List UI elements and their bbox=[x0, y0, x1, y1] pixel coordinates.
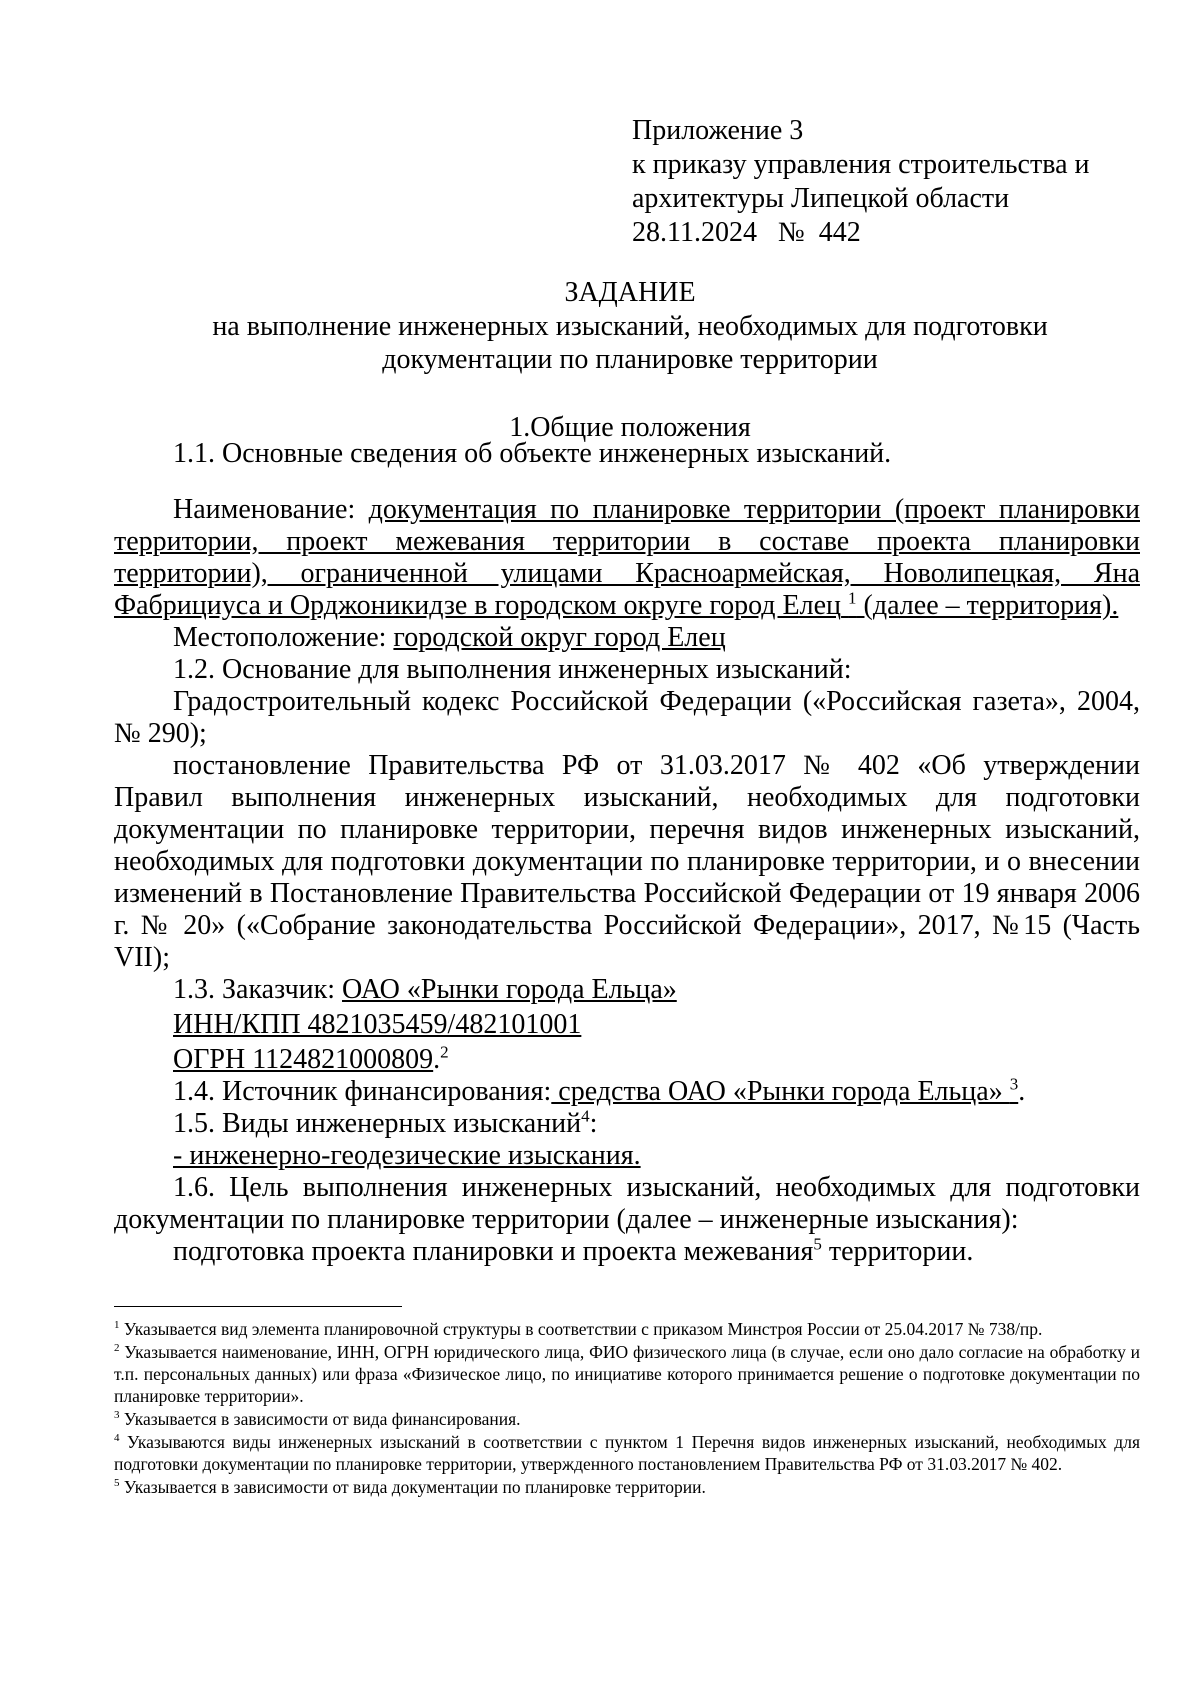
paragraph-1-1: 1.1. Основные сведения об объекте инженерных изысканий. bbox=[173, 438, 892, 469]
name-label: Наименование: bbox=[173, 494, 369, 525]
name-value: документация по планировке территории (проект планировки территории, проект межевания территории в составе проекта планировки территории), ограниченной улицами Красноармейская, Новолипецкая, Яна Фабрициуса и Орджоникидзе в городском округе город Елец $^1$ (далее – территория). bbox=[114, 494, 1140, 621]
title-line-2: на выполнение инженерных изысканий, необходимых для подготовки bbox=[212, 311, 1048, 342]
location-value: городской округ город Елец bbox=[393, 622, 726, 653]
paragraph-survey-type-value bbox=[114, 1140, 1140, 1172]
ogrn-value: ОГРН 1124821000809 bbox=[173, 1044, 434, 1075]
paragraph-basis-1: Градостроительный кодекс Российской Федерации («Российская газета», 2004, № 290); bbox=[114, 686, 1140, 749]
approval-block bbox=[632, 114, 1090, 250]
footnote-ref-1: 1 bbox=[848, 588, 857, 608]
approval-date-number bbox=[632, 216, 1090, 250]
footnote-ref-5: 5 bbox=[813, 1234, 822, 1254]
footnote-separator bbox=[114, 1306, 402, 1307]
document-body bbox=[114, 438, 1140, 1268]
approval-line-2: к приказу управления строительства и bbox=[632, 149, 1090, 180]
location-label: Местоположение: bbox=[173, 622, 394, 653]
paragraph-goal: 1.6. Цель выполнения инженерных изысканий, необходимых для подготовки документации по планировке территории (далее – инженерные изыскания): bbox=[114, 1172, 1140, 1235]
footnote-ref-2: 2 bbox=[440, 1042, 449, 1062]
footnote-1: $^1$ Указывается вид элемента планировочной структуры в соответствии с приказом Минстроя России от 25.04.2017 № 738/пр. bbox=[114, 1319, 1043, 1339]
approval-line-1: Приложение 3 bbox=[632, 115, 804, 146]
customer-label: 1.3. Заказчик: bbox=[173, 974, 343, 1005]
title-heading: ЗАДАНИЕ bbox=[564, 277, 696, 308]
funding-value: средства ОАО «Рынки города Ельца» $^3$ bbox=[551, 1074, 1019, 1107]
footnote-ref-3: 3 bbox=[1009, 1074, 1019, 1094]
paragraph-goal-value: подготовка проекта планировки и проекта межевания$^5$ территории. bbox=[173, 1234, 974, 1267]
paragraph-location bbox=[114, 622, 1140, 654]
title-line-3: документации по планировке территории bbox=[382, 344, 878, 375]
funding-label: 1.4. Источник финансирования: bbox=[173, 1076, 552, 1107]
inn-value: ИНН/КПП 4821035459/482101001 bbox=[173, 1009, 582, 1040]
survey-type-value: - инженерно-геодезические изыскания. bbox=[173, 1140, 641, 1171]
footnote-5: $^5$ Указывается в зависимости от вида документации по планировке территории. bbox=[114, 1477, 706, 1497]
paragraph-basis-2: постановление Правительства РФ от 31.03.2017 № 402 «Об утверждении Правил выполнения инженерных изысканий, необходимых для подготовки документации по планировке территории, перечня видов инженерных изысканий, необходимых для подготовки документации по планировке территории, и о внесении изменений в Постановление Правительства Российской Федерации от 19 января 2006 г. № 20» («Собрание законодательства Российской Федерации», 2017, №15 (Часть VII); bbox=[114, 750, 1140, 973]
footnotes bbox=[114, 1318, 1140, 1499]
paragraph-customer bbox=[114, 974, 1140, 1006]
approval-line-3: архитектуры Липецкой области bbox=[632, 183, 1010, 214]
section-1-heading: 1.Общие положения bbox=[509, 412, 751, 443]
paragraph-1-2: 1.2. Основание для выполнения инженерных изысканий: bbox=[173, 654, 852, 685]
footnote-2: $^2$ Указывается наименование, ИНН, ОГРН юридического лица, ФИО физического лица (в случае, если оно дало согласие на обработку и т.п. персональных данных) или фраза «Физическое лицо, по инициативе которого принимается решение о подготовке документации по планировке территории». bbox=[114, 1342, 1140, 1406]
footnote-3: $^3$ Указывается в зависимости от вида финансирования. bbox=[114, 1409, 521, 1429]
approval-number: 442 bbox=[818, 217, 861, 248]
document-title bbox=[110, 276, 1150, 376]
paragraph-name bbox=[114, 494, 1140, 622]
approval-number-sign: № bbox=[777, 217, 805, 248]
paragraph-ogrn: ОГРН 1124821000809.$^2$ bbox=[173, 1042, 449, 1075]
paragraph-inn bbox=[114, 1009, 1140, 1041]
customer-value: ОАО «Рынки города Ельца» bbox=[342, 974, 677, 1005]
paragraph-survey-types: 1.5. Виды инженерных изысканий$^4$: bbox=[173, 1106, 598, 1139]
approval-date: 28.11.2024 bbox=[632, 217, 757, 248]
footnote-ref-4: 4 bbox=[581, 1106, 590, 1126]
paragraph-funding: 1.4. Источник финансирования: средства ОАО «Рынки города Ельца» $^3$. bbox=[173, 1074, 1026, 1107]
footnote-4: $^4$ Указываются виды инженерных изысканий в соответствии с пунктом 1 Перечня видов инженерных изысканий, необходимых для подготовки документации по планировке территории, утвержденного постановлением Правительства РФ от 31.03.2017 № 402. bbox=[114, 1432, 1140, 1474]
